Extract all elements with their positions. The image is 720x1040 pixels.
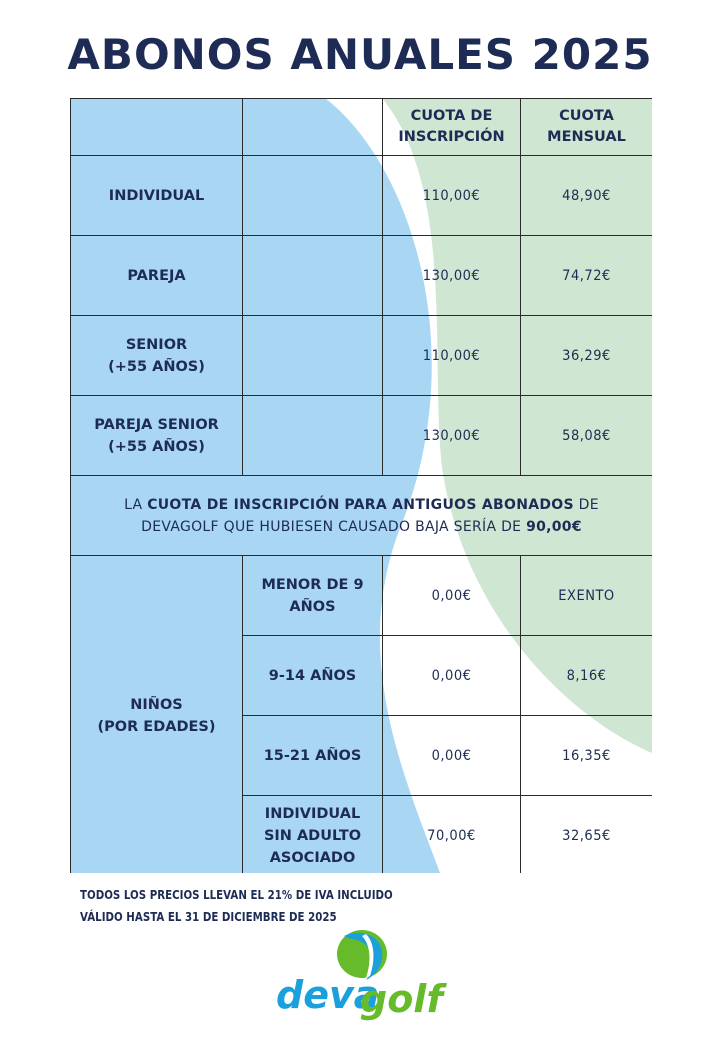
empty-cell [243, 236, 383, 316]
age-group-label: MENOR DE 9 AÑOS [243, 556, 383, 636]
mensual-value: 58,08€ [521, 396, 653, 476]
header-empty-cell [71, 99, 243, 156]
table-header-row [71, 99, 653, 156]
ninos-label: NIÑOS (POR EDADES) [71, 556, 243, 874]
table-row [71, 156, 653, 236]
footer-notes [80, 884, 393, 928]
row-label: PAREJA [71, 236, 243, 316]
mensual-value: 16,35€ [521, 716, 653, 796]
inscripcion-value: 130,00€ [383, 236, 521, 316]
header-cuota-inscripcion: CUOTA DE INSCRIPCIÓN [383, 99, 521, 156]
logo-deva-text: deva [276, 973, 380, 1017]
inscripcion-value: 130,00€ [383, 396, 521, 476]
logo-golf-text: golf [360, 977, 443, 1021]
mensual-value: 36,29€ [521, 316, 653, 396]
inscripcion-value: 0,00€ [383, 556, 521, 636]
note-row [71, 476, 653, 556]
inscripcion-value: 0,00€ [383, 636, 521, 716]
table-row [71, 396, 653, 476]
row-label: PAREJA SENIOR (+55 AÑOS) [71, 396, 243, 476]
validity-note: VÁLIDO HASTA EL 31 DE DICIEMBRE DE 2025 [80, 909, 337, 924]
age-group-label: INDIVIDUAL SIN ADULTO ASOCIADO [243, 796, 383, 874]
header-cuota-mensual: CUOTA MENSUAL [521, 99, 653, 156]
antiguos-abonados-note: LA CUOTA DE INSCRIPCIÓN PARA ANTIGUOS ABONADOS DE DEVAGOLF QUE HUBIESEN CAUSADO BAJA SERÍA DE 90,00€ [71, 476, 653, 556]
mensual-value: 48,90€ [521, 156, 653, 236]
inscripcion-value: 110,00€ [383, 156, 521, 236]
table-row [71, 236, 653, 316]
inscripcion-value: 70,00€ [383, 796, 521, 874]
page-title: ABONOS ANUALES 2025 [67, 30, 653, 79]
mensual-value: EXENTO [521, 556, 653, 636]
table-row [71, 316, 653, 396]
row-label: INDIVIDUAL [71, 156, 243, 236]
table-row [71, 556, 653, 636]
iva-note: TODOS LOS PRECIOS LLEVAN EL 21% DE IVA INCLUIDO [80, 887, 393, 902]
price-table [70, 98, 652, 873]
empty-cell [243, 396, 383, 476]
mensual-value: 74,72€ [521, 236, 653, 316]
mensual-value: 32,65€ [521, 796, 653, 874]
price-table-container [70, 98, 652, 873]
devagolf-logo [270, 928, 460, 1028]
age-group-label: 15-21 AÑOS [243, 716, 383, 796]
empty-cell [243, 316, 383, 396]
inscripcion-value: 0,00€ [383, 716, 521, 796]
row-label: SENIOR (+55 AÑOS) [71, 316, 243, 396]
header-empty-cell [243, 99, 383, 156]
age-group-label: 9-14 AÑOS [243, 636, 383, 716]
empty-cell [243, 156, 383, 236]
inscripcion-value: 110,00€ [383, 316, 521, 396]
mensual-value: 8,16€ [521, 636, 653, 716]
